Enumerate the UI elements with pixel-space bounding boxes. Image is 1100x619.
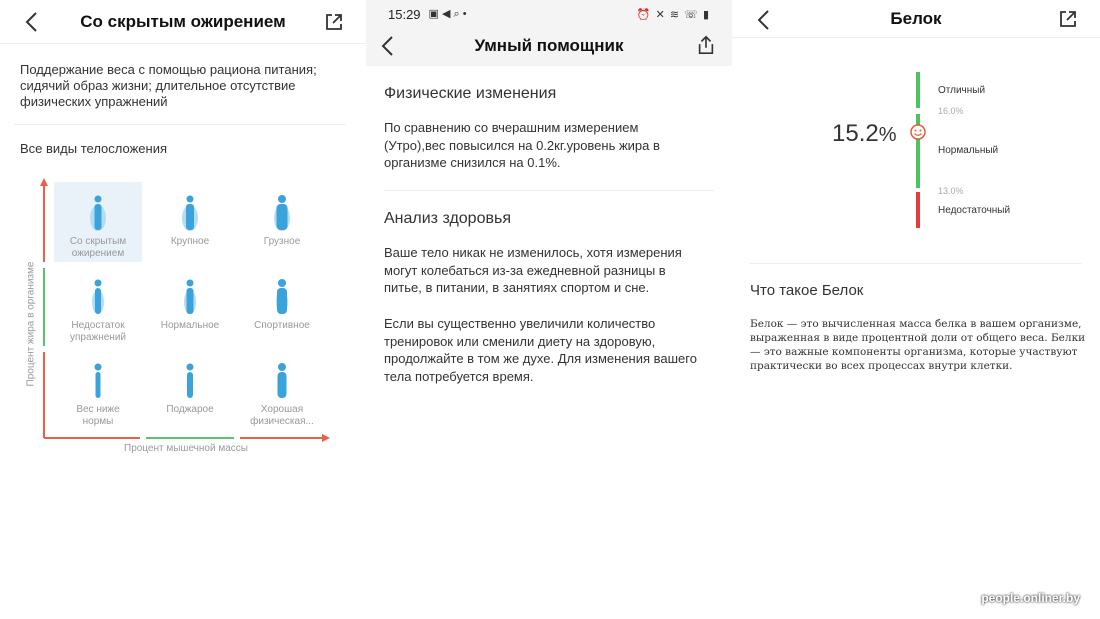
level-low-label: Недостаточный (938, 205, 1011, 216)
status-bar (366, 0, 732, 28)
body-type-description: Поддержание веса с помощью рациона питания; сидячий образ жизни; длительное отсутствие физических упражнений (20, 62, 317, 109)
protein-value: 15.2% (832, 120, 897, 147)
figure-icon (85, 278, 111, 316)
page-title: Белок (890, 8, 942, 28)
scale-low-segment (916, 192, 920, 228)
health-analysis-text: Ваше тело никак не изменилось, хотя измерения могут колебаться из-за ежедневной разницы в питье, в питании, в занятиях спортом и сне. (384, 245, 682, 295)
body-type-lack-of-exercise[interactable]: Недостаток упражнений (54, 266, 142, 346)
wide-figure-icon (269, 194, 295, 232)
assistant-content (366, 66, 732, 619)
page-title: Умный помощник (474, 36, 624, 55)
protein-panel (732, 0, 1100, 619)
header (732, 0, 1100, 38)
divider (750, 263, 1082, 264)
threshold-lower: 13.0% (938, 186, 964, 196)
divider (384, 190, 714, 191)
all-body-types-label: Все виды телосложения (20, 141, 168, 156)
body-type-normal[interactable]: Нормальное (146, 266, 234, 346)
status-notification-icons: ▣ ◀ ⌕ • (428, 8, 467, 20)
physical-changes-text: По сравнению со вчерашним измерением (Утро),вес повысился на 0.2кг.уровень жира в организме снизился на 0.1%. (384, 120, 660, 170)
body-type-athletic[interactable]: Спортивное (238, 266, 326, 346)
share-icon[interactable] (1058, 9, 1078, 29)
level-excellent-label: Отличный (938, 85, 986, 96)
smart-assistant-panel (366, 0, 732, 619)
page-title: Со скрытым ожирением (80, 11, 286, 31)
scale-excellent-segment (916, 72, 920, 108)
x-axis-arrow (322, 434, 330, 442)
body-type-fit[interactable]: Хорошая физическая... (238, 350, 326, 430)
share-icon[interactable] (324, 12, 344, 32)
wide-figure-icon (85, 194, 111, 232)
body-type-lean[interactable]: Поджарое (146, 350, 234, 430)
x-axis-label: Процент мышечной массы (124, 443, 248, 454)
back-arrow-icon[interactable] (378, 34, 398, 58)
back-arrow-icon[interactable] (754, 8, 774, 32)
status-time: 15:29 (388, 6, 421, 22)
y-axis-arrow (40, 178, 48, 186)
y-axis-label: Процент жира в организме (25, 261, 37, 387)
smiley-marker-icon (909, 123, 927, 141)
level-normal-label: Нормальный (938, 145, 999, 156)
health-analysis-advice: Если вы существенно увеличили количество тренировок или сменили диету на здоровую, продолжайте в том же духе. Для изменения вашего тела потребуется время. (384, 316, 697, 384)
health-analysis-title: Анализ здоровья (384, 210, 511, 227)
share-icon[interactable] (696, 35, 716, 55)
body-type-large[interactable]: Крупное (146, 182, 234, 262)
divider (14, 124, 346, 125)
body-type-chart (24, 176, 344, 466)
body-type-hidden-obesity[interactable]: Со скрытым ожирением (54, 182, 142, 262)
watermark: people.onliner.by (981, 591, 1080, 605)
figure-icon (269, 278, 295, 316)
what-is-protein-text: Белок — это вычисленная масса белка в вашем организме, выраженная в виде процентной доли от общего веса. Белки — это важные компоненты организма, которые участвуют практически во всех процессах внутри клетки. (750, 318, 1086, 372)
status-system-icons: ⏰ ✕ ≋ ☏ ▮ (636, 8, 710, 21)
back-arrow-icon[interactable] (22, 10, 42, 34)
threshold-upper: 16.0% (938, 106, 964, 116)
figure-icon (177, 278, 203, 316)
physical-changes-title: Физические изменения (384, 85, 557, 102)
header (366, 26, 732, 66)
header (0, 0, 366, 44)
body-type-underweight[interactable]: Вес ниже нормы (54, 350, 142, 430)
what-is-protein-title: Что такое Белок (750, 282, 864, 299)
body-type-heavy[interactable]: Грузное (238, 182, 326, 262)
wide-figure-icon (177, 194, 203, 232)
athletic-figure-icon (269, 362, 295, 400)
thin-figure-icon (85, 362, 111, 400)
thin-figure-icon (177, 362, 203, 400)
body-type-panel (0, 0, 366, 619)
